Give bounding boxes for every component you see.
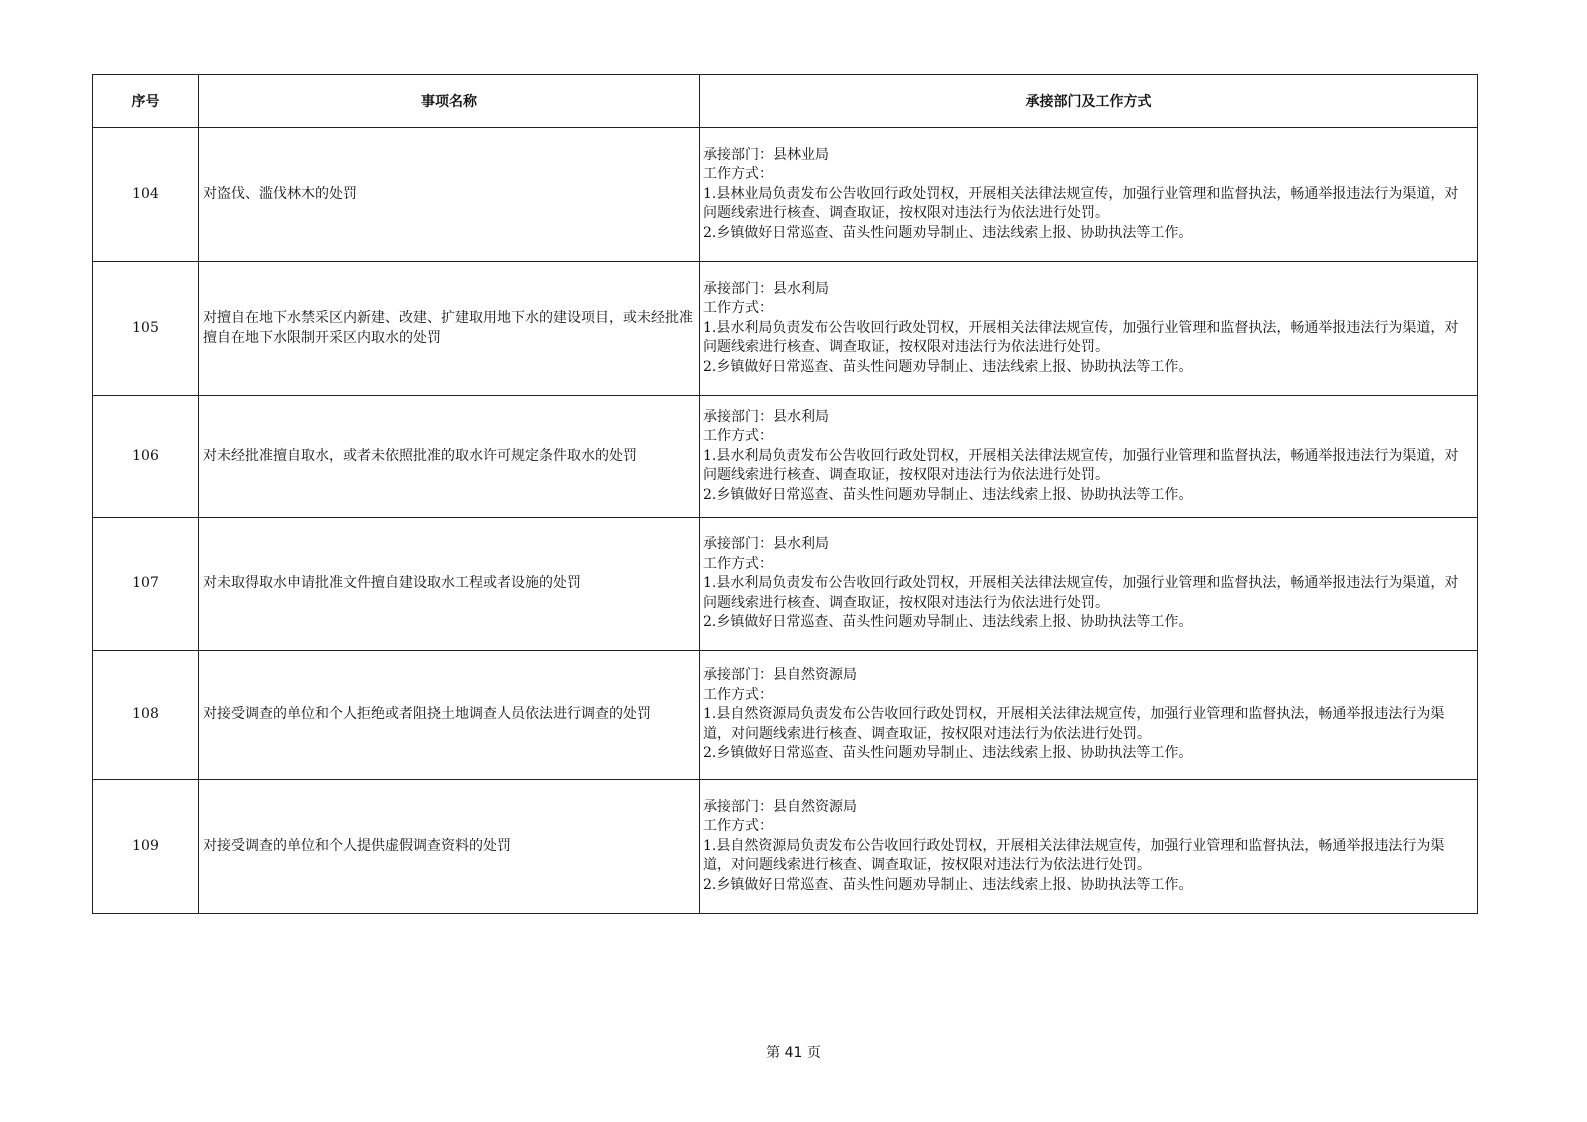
- row-method-cell: [700, 262, 1478, 396]
- row-method-label: 工作方式：: [703, 818, 773, 835]
- row-method-cell: [700, 518, 1478, 651]
- row-method-label: 工作方式：: [703, 428, 773, 445]
- row-method-item-1: 1.县自然资源局负责发布公告收回行政处罚权，开展相关法律法规宣传，加强行业管理和监督执法，畅通举报违法行为渠道，对问题线索进行核查、调查取证，按权限对违法行为依法进行处罚。: [703, 837, 1445, 874]
- table-row: [93, 651, 1478, 780]
- row-item-name: 对未取得取水申请批准文件擅自建设取水工程或者设施的处罚: [199, 518, 700, 651]
- row-method-item-1: 1.县林业局负责发布公告收回行政处罚权，开展相关法律法规宣传，加强行业管理和监督执法，畅通举报违法行为渠道，对问题线索进行核查、调查取证，按权限对违法行为依法进行处罚。: [703, 185, 1459, 222]
- row-item-name: 对接受调查的单位和个人提供虚假调查资料的处罚: [199, 780, 700, 914]
- row-method-item-2: 2.乡镇做好日常巡查、苗头性问题劝导制止、违法线索上报、协助执法等工作。: [703, 876, 1193, 893]
- header-name: 事项名称: [199, 75, 700, 128]
- row-dept: 承接部门：县水利局: [703, 536, 829, 553]
- table-row: [93, 128, 1478, 262]
- row-method-label: 工作方式：: [703, 686, 773, 703]
- row-method-item-2: 2.乡镇做好日常巡查、苗头性问题劝导制止、违法线索上报、协助执法等工作。: [703, 224, 1193, 241]
- row-seq: 108: [93, 651, 199, 780]
- row-dept: 承接部门：县水利局: [703, 280, 829, 297]
- row-method-label: 工作方式：: [703, 300, 773, 317]
- header-method: 承接部门及工作方式: [700, 75, 1478, 128]
- table-row: [93, 518, 1478, 651]
- row-seq: 106: [93, 396, 199, 518]
- row-method-item-2: 2.乡镇做好日常巡查、苗头性问题劝导制止、违法线索上报、协助执法等工作。: [703, 358, 1193, 375]
- row-method-cell: [700, 651, 1478, 780]
- row-seq: 109: [93, 780, 199, 914]
- row-method-label: 工作方式：: [703, 166, 773, 183]
- row-item-name: 对未经批准擅自取水，或者未依照批准的取水许可规定条件取水的处罚: [199, 396, 700, 518]
- table-row: [93, 780, 1478, 914]
- table-row: [93, 262, 1478, 396]
- row-item-name: 对擅自在地下水禁采区内新建、改建、扩建取用地下水的建设项目，或未经批准擅自在地下水限制开采区内取水的处罚: [199, 262, 700, 396]
- row-method-item-1: 1.县水利局负责发布公告收回行政处罚权，开展相关法律法规宣传，加强行业管理和监督执法，畅通举报违法行为渠道，对问题线索进行核查、调查取证，按权限对违法行为依法进行处罚。: [703, 575, 1459, 611]
- row-method-item-1: 1.县自然资源局负责发布公告收回行政处罚权，开展相关法律法规宣传，加强行业管理和监督执法，畅通举报违法行为渠道，对问题线索进行核查、调查取证，按权限对违法行为依法进行处罚。: [703, 706, 1445, 742]
- row-method-cell: [700, 128, 1478, 262]
- row-item-name: 对接受调查的单位和个人拒绝或者阻挠土地调查人员依法进行调查的处罚: [199, 651, 700, 780]
- row-method-label: 工作方式：: [703, 555, 773, 572]
- items-table: [92, 74, 1478, 914]
- row-method-item-2: 2.乡镇做好日常巡查、苗头性问题劝导制止、违法线索上报、协助执法等工作。: [703, 486, 1193, 503]
- header-row: [93, 75, 1478, 128]
- row-method-cell: [700, 780, 1478, 914]
- row-dept: 承接部门：县自然资源局: [703, 667, 857, 684]
- row-method-item-1: 1.县水利局负责发布公告收回行政处罚权，开展相关法律法规宣传，加强行业管理和监督执法，畅通举报违法行为渠道，对问题线索进行核查、调查取证，按权限对违法行为依法进行处罚。: [703, 447, 1459, 484]
- row-method-item-1: 1.县水利局负责发布公告收回行政处罚权，开展相关法律法规宣传，加强行业管理和监督执法，畅通举报违法行为渠道，对问题线索进行核查、调查取证，按权限对违法行为依法进行处罚。: [703, 319, 1459, 356]
- row-method-cell: [700, 396, 1478, 518]
- header-seq: 序号: [93, 75, 199, 128]
- row-method-item-2: 2.乡镇做好日常巡查、苗头性问题劝导制止、违法线索上报、协助执法等工作。: [703, 745, 1193, 762]
- row-method-item-2: 2.乡镇做好日常巡查、苗头性问题劝导制止、违法线索上报、协助执法等工作。: [703, 614, 1193, 631]
- row-dept: 承接部门：县林业局: [703, 146, 829, 163]
- row-item-name: 对盗伐、滥伐林木的处罚: [199, 128, 700, 262]
- row-seq: 105: [93, 262, 199, 396]
- table-row: [93, 396, 1478, 518]
- row-dept: 承接部门：县水利局: [703, 408, 829, 425]
- row-dept: 承接部门：县自然资源局: [703, 798, 857, 815]
- row-seq: 107: [93, 518, 199, 651]
- row-seq: 104: [93, 128, 199, 262]
- page-number: 第 41 页: [766, 1045, 821, 1061]
